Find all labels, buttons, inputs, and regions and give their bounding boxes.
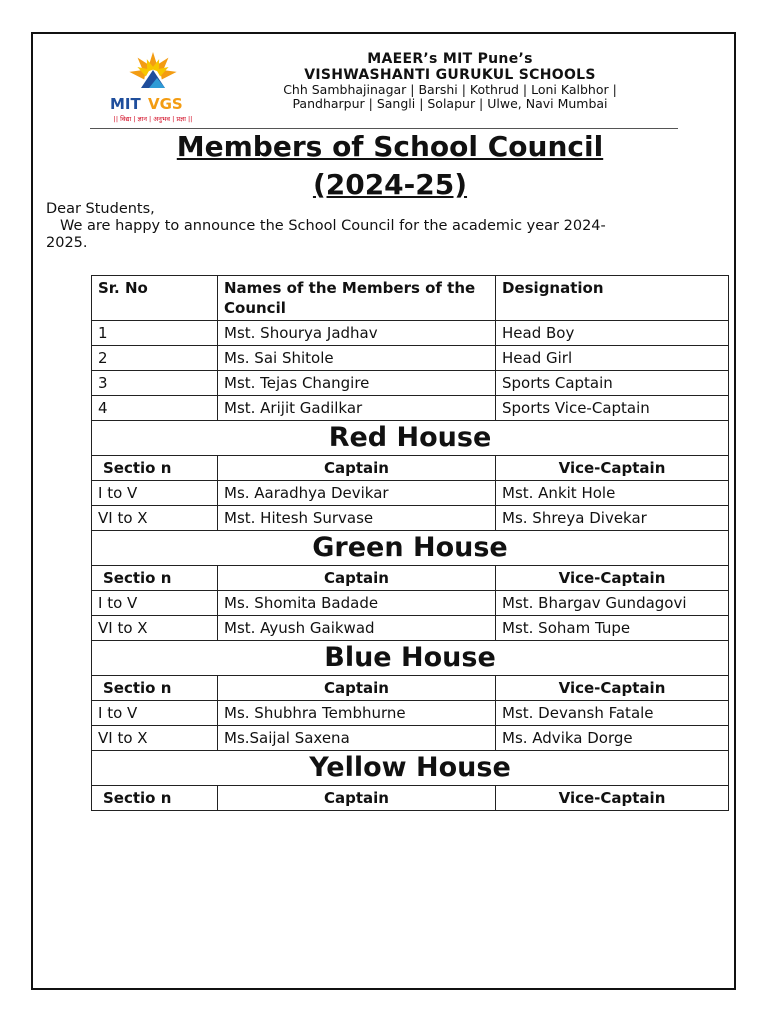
- house-title: Yellow House: [92, 751, 729, 786]
- captain-cell: Ms. Shomita Badade: [218, 591, 496, 616]
- page-title-year: (2024-25): [312, 168, 468, 201]
- table-row: [92, 701, 729, 726]
- campus-list-1: Chh Sambhajinagar | Barshi | Kothrud | Loni Kalbhor |: [283, 82, 617, 97]
- header-captain: Captain: [218, 566, 496, 591]
- header-section: Sectio n: [92, 786, 218, 811]
- header-captain: Captain: [218, 786, 496, 811]
- intro-line-2: 2025.: [46, 235, 88, 251]
- sr-no-cell: 3: [92, 371, 218, 396]
- section-cell: I to V: [92, 591, 218, 616]
- vice-captain-cell: Mst. Bhargav Gundagovi: [496, 591, 729, 616]
- house-title: Blue House: [92, 641, 729, 676]
- table-row: [92, 506, 729, 531]
- vice-captain-cell: Mst. Ankit Hole: [496, 481, 729, 506]
- vice-captain-cell: Mst. Devansh Fatale: [496, 701, 729, 726]
- house-title-row: [92, 421, 729, 456]
- captain-cell: Ms. Aaradhya Devikar: [218, 481, 496, 506]
- svg-text:VGS: VGS: [148, 95, 183, 113]
- captain-cell: Ms. Shubhra Tembhurne: [218, 701, 496, 726]
- header-section: Sectio n: [92, 456, 218, 481]
- sr-no-cell: 4: [92, 396, 218, 421]
- header-vice-captain: Vice-Captain: [496, 676, 729, 701]
- captain-cell: Ms.Saijal Saxena: [218, 726, 496, 751]
- table-row: [92, 481, 729, 506]
- table-row: [92, 396, 729, 421]
- designation-cell: Head Boy: [496, 321, 729, 346]
- table-row: [92, 371, 729, 396]
- house-title: Green House: [92, 531, 729, 566]
- council-table: [91, 275, 729, 811]
- header-captain: Captain: [218, 676, 496, 701]
- greeting: Dear Students,: [46, 201, 155, 217]
- house-header-row: [92, 456, 729, 481]
- section-cell: VI to X: [92, 616, 218, 641]
- header-member-names: Names of the Members of the Council: [218, 276, 496, 321]
- svg-text:MIT: MIT: [110, 95, 141, 113]
- intro-line-1: We are happy to announce the School Council for the academic year 2024-: [60, 218, 606, 234]
- house-title-row: [92, 641, 729, 676]
- header-designation: Designation: [496, 276, 729, 321]
- house-title-row: [92, 531, 729, 566]
- header-section: Sectio n: [92, 676, 218, 701]
- captain-cell: Mst. Ayush Gaikwad: [218, 616, 496, 641]
- table-row: [92, 726, 729, 751]
- school-name: VISHWASHANTI GURUKUL SCHOOLS: [304, 67, 596, 83]
- page-title: Members of School Council: [176, 130, 604, 163]
- table-row: [92, 616, 729, 641]
- member-name-cell: Mst. Tejas Changire: [218, 371, 496, 396]
- member-name-cell: Mst. Arijit Gadilkar: [218, 396, 496, 421]
- sr-no-cell: 1: [92, 321, 218, 346]
- section-cell: VI to X: [92, 726, 218, 751]
- section-cell: I to V: [92, 701, 218, 726]
- svg-text:|| विद्या | ज्ञान | अनुभव | प्: || विद्या | ज्ञान | अनुभव | प्रज्ञा ||: [113, 115, 193, 123]
- intro-text: [46, 201, 686, 252]
- campus-list-2: Pandharpur | Sangli | Solapur | Ulwe, Navi Mumbai: [292, 96, 608, 111]
- house-title-row: [92, 751, 729, 786]
- council-header-row: [92, 276, 729, 321]
- vice-captain-cell: Ms. Shreya Divekar: [496, 506, 729, 531]
- section-cell: VI to X: [92, 506, 218, 531]
- header-sr-no: Sr. No: [92, 276, 218, 321]
- house-header-row: [92, 566, 729, 591]
- vice-captain-cell: Ms. Advika Dorge: [496, 726, 729, 751]
- school-header: [240, 51, 660, 111]
- table-row: [92, 346, 729, 371]
- captain-cell: Mst. Hitesh Survase: [218, 506, 496, 531]
- member-name-cell: Ms. Sai Shitole: [218, 346, 496, 371]
- sr-no-cell: 2: [92, 346, 218, 371]
- designation-cell: Sports Vice-Captain: [496, 396, 729, 421]
- table-row: [92, 591, 729, 616]
- table-row: [92, 321, 729, 346]
- header-vice-captain: Vice-Captain: [496, 786, 729, 811]
- header-vice-captain: Vice-Captain: [496, 456, 729, 481]
- school-logo: [106, 50, 201, 124]
- house-title: Red House: [92, 421, 729, 456]
- vice-captain-cell: Mst. Soham Tupe: [496, 616, 729, 641]
- house-header-row: [92, 786, 729, 811]
- header-captain: Captain: [218, 456, 496, 481]
- council-table-body: [92, 276, 729, 811]
- section-cell: I to V: [92, 481, 218, 506]
- designation-cell: Head Girl: [496, 346, 729, 371]
- house-header-row: [92, 676, 729, 701]
- designation-cell: Sports Captain: [496, 371, 729, 396]
- org-name: MAEER’s MIT Pune’s: [367, 51, 533, 67]
- member-name-cell: Mst. Shourya Jadhav: [218, 321, 496, 346]
- header-section: Sectio n: [92, 566, 218, 591]
- header-vice-captain: Vice-Captain: [496, 566, 729, 591]
